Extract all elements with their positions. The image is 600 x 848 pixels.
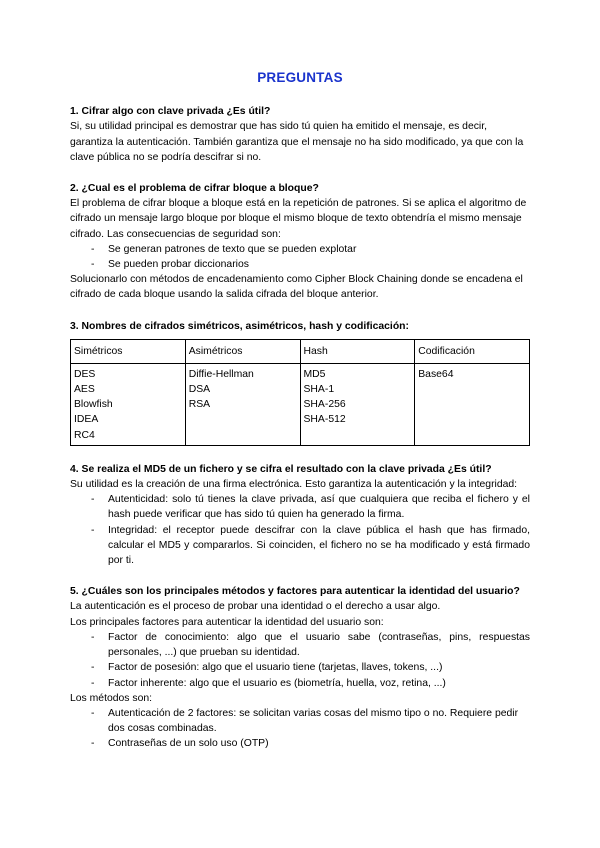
list-item: - Contraseñas de un solo uso (OTP) xyxy=(91,736,530,751)
cell-line: DES xyxy=(74,368,96,380)
question-2-consequences-list xyxy=(70,242,530,272)
list-item: - Integridad: el receptor puede descifrar con la clave pública el hash que has firmado, calcular el MD5 y compararlos. Si coinciden, el fichero no se ha modificado y está firmado por ti. xyxy=(91,523,530,569)
page-title: PREGUNTAS xyxy=(257,70,343,85)
question-4-guarantees-list xyxy=(70,492,530,568)
table-header-cell: Asimétricos xyxy=(185,339,300,363)
cell-line: DSA xyxy=(188,384,211,396)
table-cell-symmetric xyxy=(71,363,186,445)
list-item: - Factor de posesión: algo que el usuario tiene (tarjetas, llaves, tokens, ...) xyxy=(91,660,530,675)
question-1-heading: 1. Cifrar algo con clave privada ¿Es útil? xyxy=(70,106,271,118)
table-cell-encoding xyxy=(415,363,530,445)
question-2 xyxy=(70,181,530,303)
question-5-methods-intro: Los métodos son: xyxy=(70,692,153,704)
table-header-cell: Hash xyxy=(300,339,415,363)
cell-line: RC4 xyxy=(74,429,95,441)
cell-line: Blowfish xyxy=(74,399,113,411)
cell-line: SHA-512 xyxy=(303,414,346,426)
list-item: - Se generan patrones de texto que se pueden explotar xyxy=(91,242,530,257)
question-4 xyxy=(70,462,530,568)
question-5-heading: 5. ¿Cuáles son los principales métodos y factores para autenticar la identidad del usuario? xyxy=(70,586,520,598)
question-5-factors-intro: Los principales factores para autenticar la identidad del usuario son: xyxy=(70,616,384,628)
table-cell-asymmetric xyxy=(185,363,300,445)
question-2-answer: El problema de cifrar bloque a bloque está en la repetición de patrones. Si se aplica el algoritmo de cifrado un mensaje largo bloque por bloque el mismo bloque de texto obtendría el mismo mensaje cifrado. Las consecuencias de seguridad son: xyxy=(70,198,527,240)
table-header-cell: Simétricos xyxy=(71,339,186,363)
table-cell-hash xyxy=(300,363,415,445)
cell-line: MD5 xyxy=(303,368,326,380)
cell-line: Base64 xyxy=(418,368,454,380)
list-item: - Autenticación de 2 factores: se solicitan varias cosas del mismo tipo o no. Requiere pedir dos cosas combinadas. xyxy=(91,706,530,736)
question-4-answer: Su utilidad es la creación de una firma electrónica. Esto garantiza la autenticación y la integridad: xyxy=(70,479,518,491)
cell-line: SHA-1 xyxy=(303,384,335,396)
table-row xyxy=(71,363,530,445)
question-5-methods-list xyxy=(70,706,530,752)
table-header-row xyxy=(71,339,530,363)
question-5 xyxy=(70,584,530,751)
table-header-cell: Codificación xyxy=(415,339,530,363)
question-2-heading: 2. ¿Cual es el problema de cifrar bloque a bloque? xyxy=(70,183,319,195)
question-3 xyxy=(70,319,530,446)
cell-line: AES xyxy=(74,384,95,396)
list-item: - Autenticidad: solo tú tienes la clave privada, así que cualquiera que reciba el fichero y el hash puede verificar que has sido tú quien ha generado la firma. xyxy=(91,492,530,522)
question-5-factors-list xyxy=(70,630,530,691)
question-5-intro: La autenticación es el proceso de probar una identidad o el derecho a usar algo. xyxy=(70,601,441,613)
cell-line: SHA-256 xyxy=(303,399,346,411)
cipher-table xyxy=(70,339,530,446)
question-4-heading: 4. Se realiza el MD5 de un fichero y se cifra el resultado con la clave privada ¿Es útil? xyxy=(70,463,492,475)
question-1 xyxy=(70,104,530,165)
cell-line: RSA xyxy=(188,399,211,411)
list-item: - Factor de conocimiento: algo que el usuario sabe (contraseñas, pins, respuestas personales, ...) que prueban su identidad. xyxy=(91,630,530,660)
question-1-answer: Si, su utilidad principal es demostrar que has sido tú quien ha emitido el mensaje, es decir, garantiza la autenticación. También garantiza que el mensaje no ha sido modificado, ya que con la clave pública no se podría descifrar si no. xyxy=(70,121,524,163)
list-item: - Se pueden probar diccionarios xyxy=(91,257,530,272)
list-item: - Factor inherente: algo que el usuario es (biometría, huella, voz, retina, ...) xyxy=(91,676,530,691)
cell-line: Diffie-Hellman xyxy=(188,368,254,380)
question-2-solution: Solucionarlo con métodos de encadenamiento como Cipher Block Chaining donde se encadena el cifrado de cada bloque usando la salida cifrada del bloque anterior. xyxy=(70,274,523,301)
cell-line: IDEA xyxy=(74,414,99,426)
question-3-heading: 3. Nombres de cifrados simétricos, asimétricos, hash y codificación: xyxy=(70,320,409,332)
